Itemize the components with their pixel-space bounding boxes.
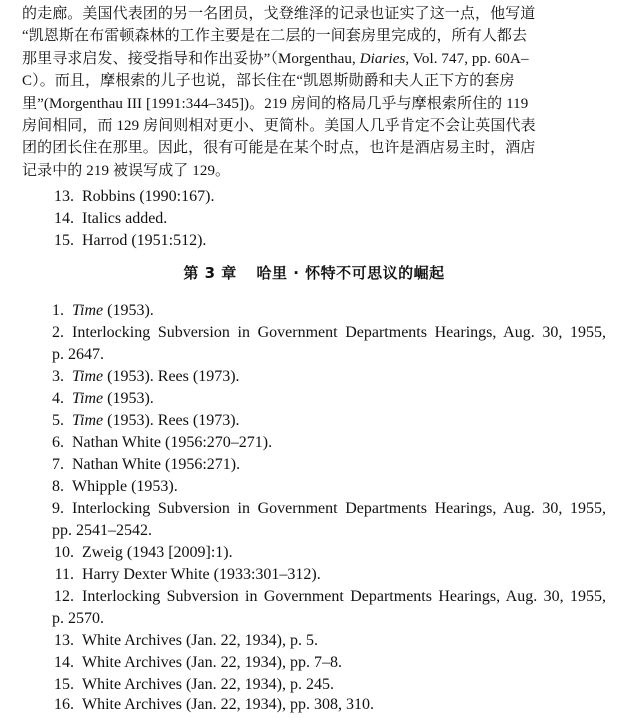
endnote-item [0,696,628,718]
chapter-heading [0,262,628,283]
endnote-item [0,434,628,456]
endnote-number: 14. [54,654,74,671]
endnote-item [0,188,628,210]
endnote-number: 1. [52,302,64,319]
endnote-text-rest: (1953). Rees (1973). [103,368,240,385]
paragraph-line: 那里寻求启发、接受指导和作出妥协”（Morgenthau, Diaries, Vol. 747, pp. 60A– [22,50,529,67]
endnote-text: White Archives (Jan. 22, 1934), pp. 308, 310. [82,696,374,713]
endnote-item [0,500,628,544]
endnote-text: White Archives (Jan. 22, 1934), p. 5. [82,632,318,649]
chapter-number: 第 3 章 [183,264,237,282]
endnote-text [72,412,240,430]
endnote-item [0,368,628,390]
paragraph-line: 记录中的 219 被误写成了 129。 [22,162,231,179]
endnote-text [72,390,154,408]
endnote-text [72,302,154,320]
endnote-number: 2. [52,324,64,341]
endnote-item [0,654,628,676]
endnote-number: 16. [54,696,74,713]
chapter-title: 哈里 · 怀特不可思议的崛起 [256,264,445,282]
endnote-item [0,232,628,254]
endnote-text-rest: (1953). [103,302,154,319]
endnote-item [0,456,628,478]
endnote-text: Interlocking Subversion in Government Departments Hearings, Aug. 30, 1955, [72,324,606,341]
endnote-number: 15. [54,676,74,693]
endnote-item [0,676,628,698]
endnote-continuation: p. 2647. [52,346,104,363]
endnote-number: 13. [54,188,74,205]
endnote-text [72,368,240,386]
endnote-italic-title: Time [72,302,104,319]
endnote-text: Robbins (1990:167). [82,188,215,205]
endnote-text: Harrod (1951:512). [82,232,207,249]
endnote-number: 12. [54,588,74,605]
endnote-item [0,478,628,500]
endnote-continuation: pp. 2541–2542. [52,522,152,539]
endnote-number: 8. [52,478,64,495]
endnote-item [0,302,628,324]
endnote-item [0,566,628,588]
endnote-item [0,544,628,566]
endnote-number: 11. [54,566,74,583]
endnote-text-rest: (1953). Rees (1973). [103,412,240,429]
paragraph-line: “凯恩斯在布雷顿森林的工作主要是在二层的一间套房里完成的，所有人都去 [22,28,528,45]
endnote-number: 6. [52,434,64,451]
endnote-text: Whipple (1953). [72,478,178,495]
endnote-item [0,324,628,368]
endnote-number: 7. [52,456,64,473]
endnote-text: Interlocking Subversion in Government Departments Hearings, Aug. 30, 1955, [82,588,606,605]
endnote-text: Nathan White (1956:271). [72,456,241,473]
endnote-italic-title: Time [72,368,104,385]
endnote-number: 15. [54,232,74,249]
endnote-text: White Archives (Jan. 22, 1934), p. 245. [82,676,334,693]
endnote-number: 14. [54,210,74,227]
endnote-text: Interlocking Subversion in Government Departments Hearings, Aug. 30, 1955, [72,500,606,517]
endnote-item [0,632,628,654]
endnote-italic-title: Time [72,390,104,407]
endnote-text: Zweig (1943 [2009]:1). [82,544,233,561]
endnote-italic-title: Time [72,412,104,429]
endnote-item [0,390,628,412]
endnote-number: 4. [52,390,64,407]
endnote-text: Italics added. [82,210,168,227]
body-paragraph [22,3,612,182]
endnote-text-rest: (1953). [103,390,154,407]
endnote-number: 13. [54,632,74,649]
paragraph-line: C）。而且，摩根索的儿子也说，部长住在“凯恩斯勋爵和夫人正下方的套房 [22,73,515,90]
endnote-text: White Archives (Jan. 22, 1934), pp. 7–8. [82,654,342,671]
paragraph-line: 房间相同，而 129 房间则相对更小、更简朴。美国人几乎肯定不会让英国代表 [22,118,536,135]
endnote-number: 9. [52,500,64,517]
endnote-item [0,412,628,434]
endnote-text: Nathan White (1956:270–271). [72,434,273,451]
paragraph-line: 的走廊。美国代表团的另一名团员，戈登维泽的记录也证实了这一点，他写道 [22,6,536,22]
endnote-number: 5. [52,412,64,429]
paragraph-line: 里”(Morgenthau III [1991:344–345])。219 房间的格局几乎与摩根索所住的 119 [22,95,529,112]
endnote-item [0,588,628,632]
endnote-text: Harry Dexter White (1933:301–312). [82,566,321,583]
endnote-continuation: p. 2570. [52,610,104,627]
paragraph-line: 团的团长住在那里。因此，很有可能是在某个时点，也许是酒店易主时，酒店 [22,140,536,157]
endnote-number: 3. [52,368,64,385]
endnote-item [0,210,628,232]
endnote-number: 10. [54,544,74,561]
